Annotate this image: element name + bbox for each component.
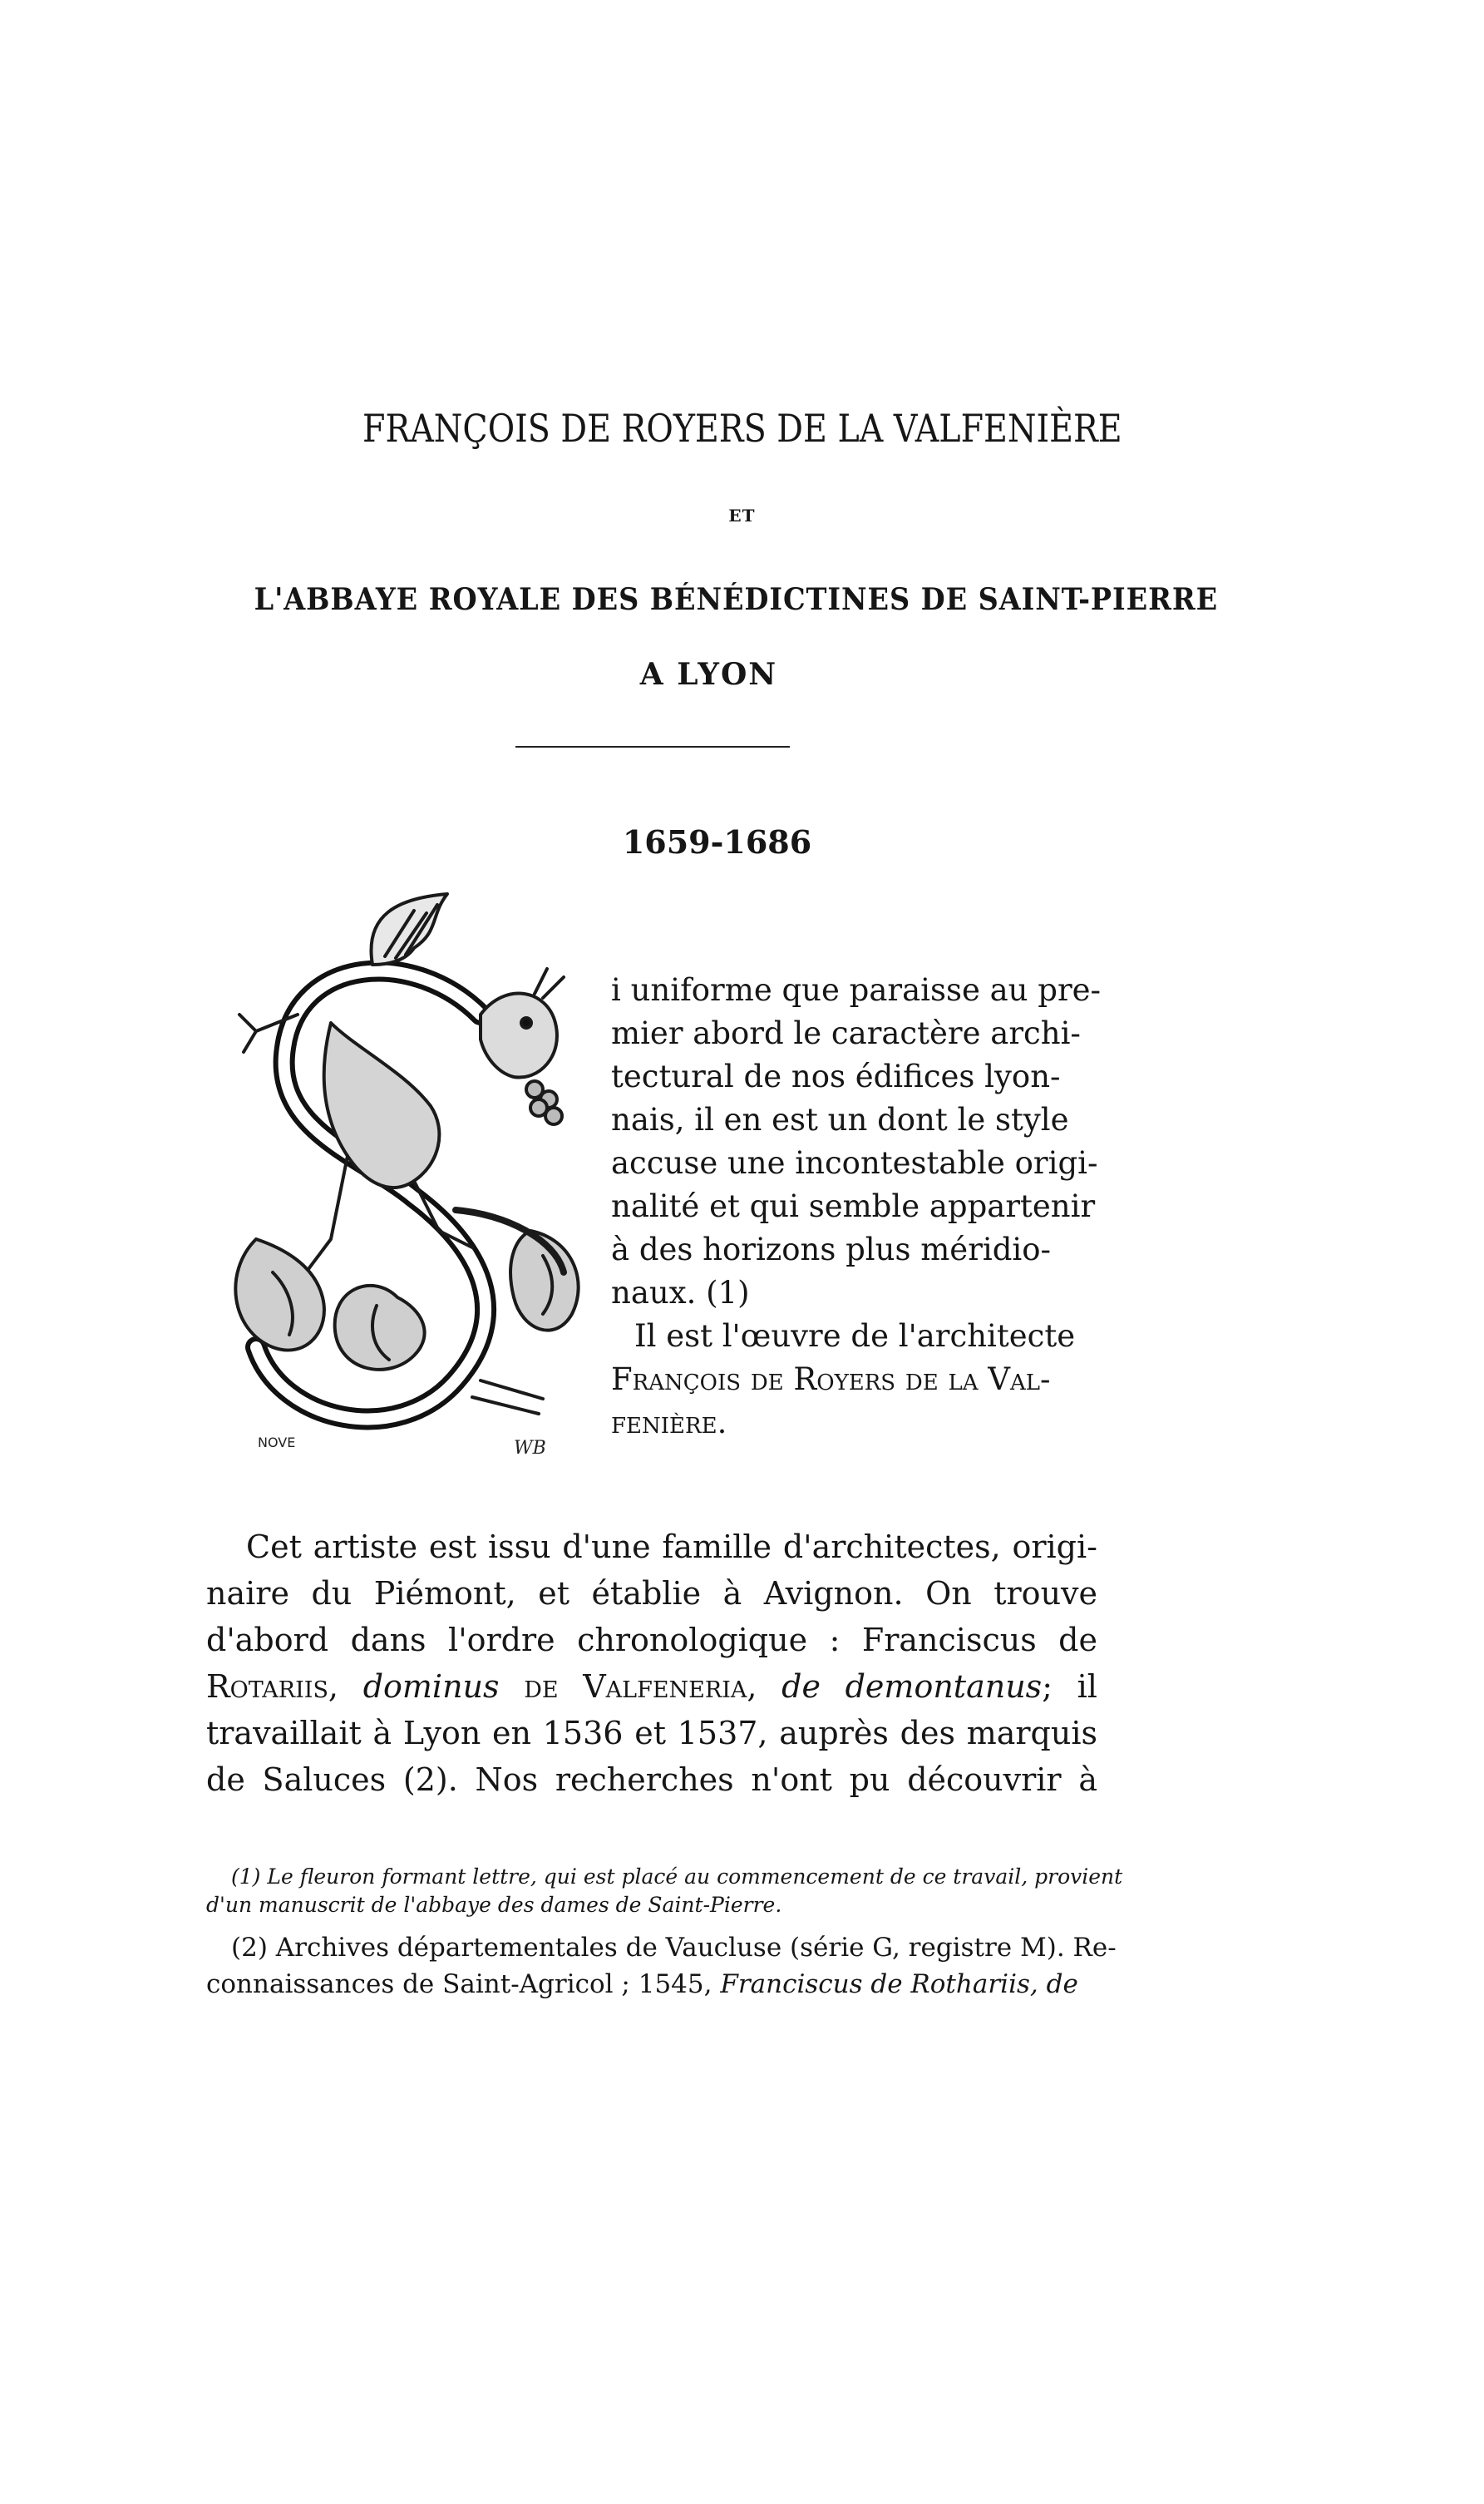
body-line: de Saluces (2). Nos recherches n'ont pu découvrir à [206,1761,1097,1798]
body-line-text: d'abord dans l'ordre chronologique : Franciscus de [206,1622,1097,1658]
footnote-2 [206,1929,1117,2003]
paragraph-line: accuse une incontestable origi- [611,1145,1098,1181]
footnotes [206,1863,1123,2003]
architect-name-line: fenière. [611,1405,727,1440]
body-paragraph [206,1524,1097,1803]
body-line: naire du Piémont, et établie à Avignon. On trouve [206,1575,1097,1612]
body-line: Cet artiste est issu d'une famille d'architectes, origi- [246,1529,1097,1565]
title-divider [515,746,790,748]
architect-name-line: François de Royers de la Val- [611,1361,1051,1397]
paragraph-line: i uniforme que paraisse au pre- [611,972,1102,1008]
paragraph-line: nalité et qui semble appartenir [611,1188,1096,1224]
paragraph-line: tectural de nos édifices lyon- [611,1059,1061,1094]
footnote-text: connaissances de Saint-Agricol ; 1545, [206,1969,712,1999]
body-line [206,1663,1097,1710]
paragraph-line: nais, il en est un dont le style [611,1102,1069,1138]
opening-paragraph [611,969,1102,1445]
latin-title: dominus [362,1668,500,1705]
body-line-text: ; il [1042,1668,1097,1705]
paragraph-line: à des horizons plus méridio- [611,1232,1052,1267]
title-line-3: A LYON [639,657,778,692]
footnote-latin: Franciscus de Rothariis, de [720,1969,1078,1999]
body-line [206,1617,1097,1663]
footnote-line [206,1966,1097,2003]
dropcap-dragon-illustration [206,882,605,1480]
paragraph-line: naux. (1) [611,1275,750,1311]
date-range: 1659-1686 [622,823,812,861]
paragraph-line: mier abord le caractère archi- [611,1015,1081,1051]
footnote-line: (1) Le fleuron formant lettre, qui est placé au commencement de ce travail, provient [231,1864,1123,1889]
footnote-1 [206,1863,1123,1919]
body-line: travaillait à Lyon en 1536 et 1537, auprès des marquis [206,1715,1097,1751]
title-line-1: FRANÇOIS DE ROYERS DE LA VALFENIÈRE [362,406,1122,451]
footnote-line: d'un manuscrit de l'abbaye des dames de Saint-Pierre. [206,1893,782,1917]
illustrator-signature-left: NOVE [258,1435,296,1450]
latin-origin: de demontanus [781,1668,1043,1705]
latin-name: Rotariis, [206,1668,339,1705]
latin-place: de Valfeneria, [524,1668,757,1705]
footnote-line: (2) Archives départementales de Vaucluse (série G, registre M). Re- [231,1933,1117,1963]
title-conjunction: ET [728,506,756,526]
title-line-2: L'ABBAYE ROYALE DES BÉNÉDICTINES DE SAINT-PIERRE [254,582,1219,617]
paragraph-line: Il est l'œuvre de l'architecte [634,1318,1076,1354]
illustrator-monogram: WB [514,1438,546,1459]
